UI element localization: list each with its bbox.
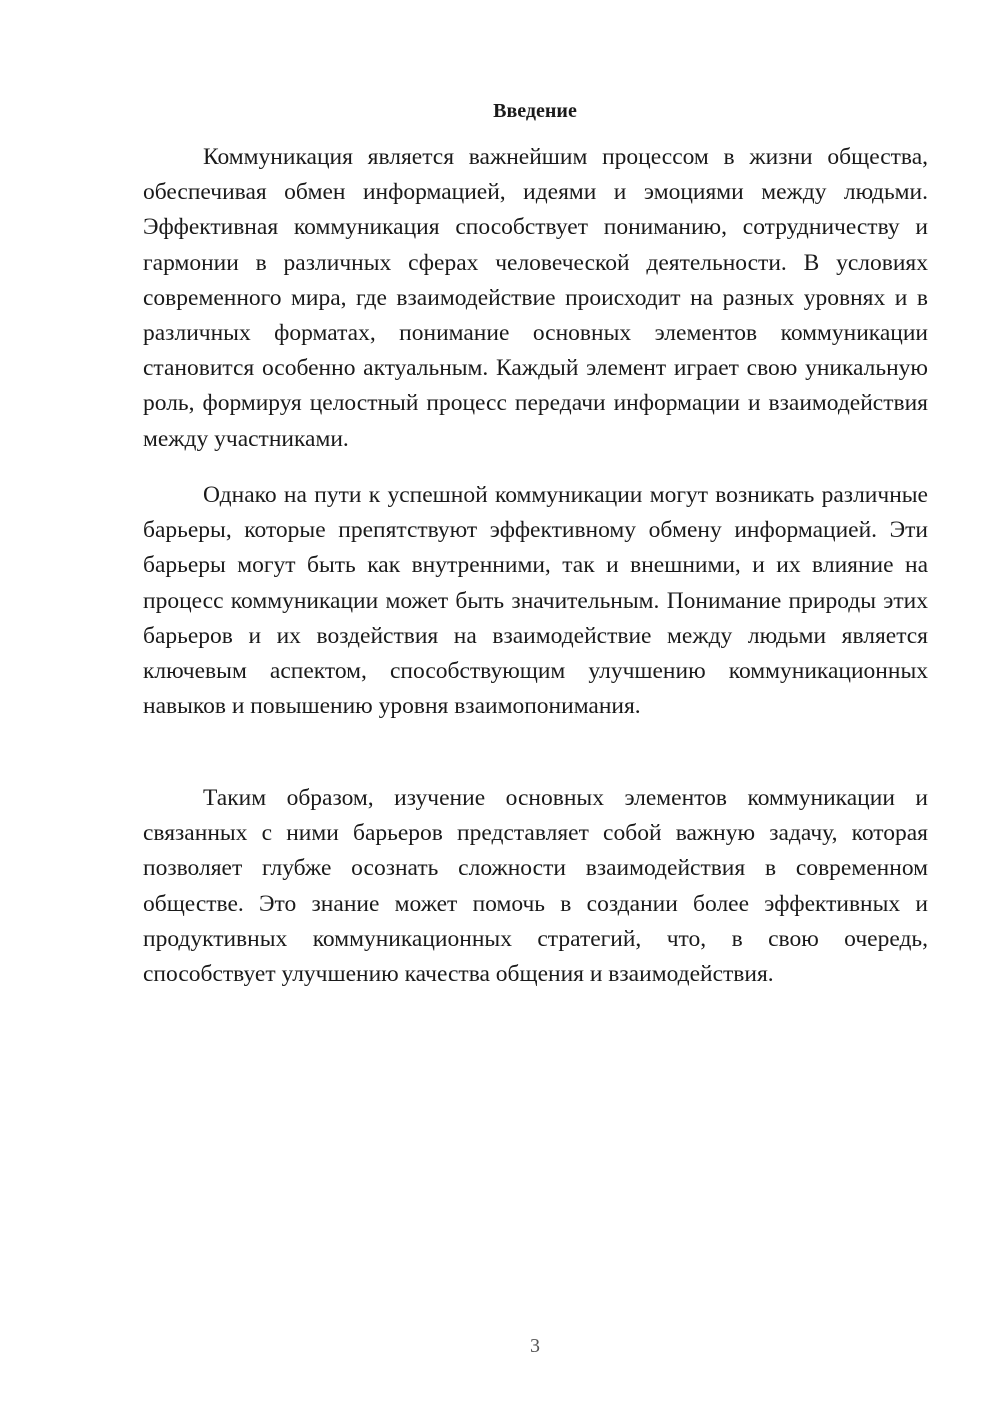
paragraph-1: Коммуникация является важнейшим процессом в жизни общества, обеспечивая обмен информацией, идеями и эмоциями между людьми. Эффективная коммуникация способствует пониманию, сотрудничеству и гармонии в различных сферах человеческой деятельности. В условиях современного мира, где взаимодействие происходит на разных уровнях и в различных форматах, понимание основных элементов коммуникации становится особенно актуальным. Каждый элемент играет свою уникальную роль, формируя целостный процесс передачи информации и взаимодействия между участниками. <box>143 144 928 452</box>
section-heading: Введение <box>493 100 577 122</box>
paragraph-3: Таким образом, изучение основных элементов коммуникации и связанных с ними барьеров представляет собой важную задачу, которая позволяет глубже осознать сложности взаимодействия в современном обществе. Это знание может помочь в создании более эффективных и продуктивных коммуникационных стратегий, что, в свою очередь, способствует улучшению качества общения и взаимодействия. <box>143 785 928 988</box>
page-number: 3 <box>530 1335 540 1357</box>
paragraph-2: Однако на пути к успешной коммуникации могут возникать различные барьеры, которые препятствуют эффективному обмену информацией. Эти барьеры могут быть как внутренними, так и внешними, и их влияние на процесс коммуникации может быть значительным. Понимание природы этих барьеров и их воздействия на взаимодействие между людьми является ключевым аспектом, способствующим улучшению коммуникационных навыков и повышению уровня взаимопонимания. <box>143 482 928 720</box>
